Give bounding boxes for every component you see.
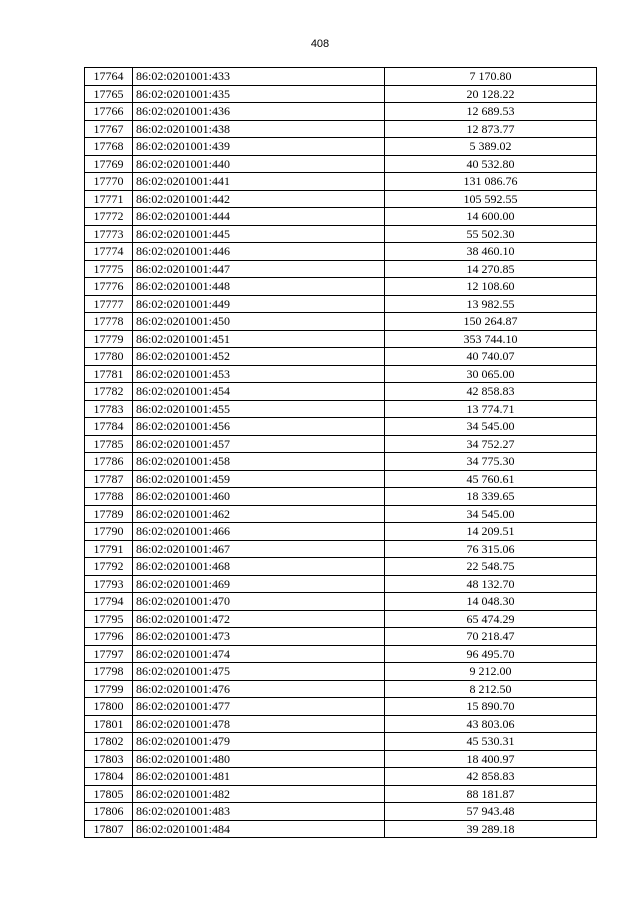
cadastral-number: 86:02:0201001:440	[133, 155, 385, 173]
table-row	[85, 488, 597, 506]
row-number: 17801	[85, 715, 133, 733]
cadastral-value: 40 532.80	[385, 155, 597, 173]
table-row	[85, 435, 597, 453]
table-row	[85, 470, 597, 488]
cadastral-number: 86:02:0201001:475	[133, 663, 385, 681]
table-row	[85, 768, 597, 786]
cadastral-value: 14 270.85	[385, 260, 597, 278]
table-row	[85, 575, 597, 593]
cadastral-number: 86:02:0201001:436	[133, 103, 385, 121]
table-row	[85, 313, 597, 331]
cadastral-number: 86:02:0201001:481	[133, 768, 385, 786]
table-row	[85, 365, 597, 383]
row-number: 17798	[85, 663, 133, 681]
cadastral-value: 14 600.00	[385, 208, 597, 226]
cadastral-number: 86:02:0201001:476	[133, 680, 385, 698]
cadastral-value: 65 474.29	[385, 610, 597, 628]
table-row	[85, 243, 597, 261]
cadastral-number: 86:02:0201001:439	[133, 138, 385, 156]
cadastral-value: 40 740.07	[385, 348, 597, 366]
cadastral-value: 131 086.76	[385, 173, 597, 191]
cadastral-number: 86:02:0201001:460	[133, 488, 385, 506]
row-number: 17771	[85, 190, 133, 208]
row-number: 17770	[85, 173, 133, 191]
cadastral-value: 150 264.87	[385, 313, 597, 331]
row-number: 17775	[85, 260, 133, 278]
cadastral-value: 88 181.87	[385, 785, 597, 803]
table-row	[85, 803, 597, 821]
cadastral-value: 45 530.31	[385, 733, 597, 751]
row-number: 17791	[85, 540, 133, 558]
cadastral-number: 86:02:0201001:472	[133, 610, 385, 628]
cadastral-number: 86:02:0201001:466	[133, 523, 385, 541]
cadastral-value: 14 209.51	[385, 523, 597, 541]
cadastral-value: 48 132.70	[385, 575, 597, 593]
cadastral-value: 8 212.50	[385, 680, 597, 698]
table-row	[85, 155, 597, 173]
cadastral-value-table	[84, 67, 597, 838]
cadastral-value: 42 858.83	[385, 383, 597, 401]
cadastral-number: 86:02:0201001:441	[133, 173, 385, 191]
row-number: 17765	[85, 85, 133, 103]
cadastral-value: 18 400.97	[385, 750, 597, 768]
cadastral-value: 34 775.30	[385, 453, 597, 471]
cadastral-number: 86:02:0201001:451	[133, 330, 385, 348]
row-number: 17784	[85, 418, 133, 436]
table-row	[85, 278, 597, 296]
cadastral-value: 12 689.53	[385, 103, 597, 121]
cadastral-value: 105 592.55	[385, 190, 597, 208]
cadastral-number: 86:02:0201001:447	[133, 260, 385, 278]
table-row	[85, 523, 597, 541]
row-number: 17792	[85, 558, 133, 576]
table-row	[85, 540, 597, 558]
cadastral-number: 86:02:0201001:482	[133, 785, 385, 803]
cadastral-number: 86:02:0201001:456	[133, 418, 385, 436]
table-row	[85, 85, 597, 103]
table-row	[85, 330, 597, 348]
cadastral-number: 86:02:0201001:483	[133, 803, 385, 821]
cadastral-number: 86:02:0201001:462	[133, 505, 385, 523]
table-row	[85, 628, 597, 646]
row-number: 17769	[85, 155, 133, 173]
cadastral-value: 30 065.00	[385, 365, 597, 383]
row-number: 17805	[85, 785, 133, 803]
table-row	[85, 680, 597, 698]
row-number: 17781	[85, 365, 133, 383]
cadastral-value: 20 128.22	[385, 85, 597, 103]
table-row	[85, 698, 597, 716]
row-number: 17788	[85, 488, 133, 506]
cadastral-value: 18 339.65	[385, 488, 597, 506]
cadastral-value: 12 108.60	[385, 278, 597, 296]
cadastral-number: 86:02:0201001:473	[133, 628, 385, 646]
row-number: 17806	[85, 803, 133, 821]
cadastral-number: 86:02:0201001:438	[133, 120, 385, 138]
cadastral-number: 86:02:0201001:445	[133, 225, 385, 243]
row-number: 17776	[85, 278, 133, 296]
row-number: 17767	[85, 120, 133, 138]
row-number: 17778	[85, 313, 133, 331]
table-row	[85, 400, 597, 418]
cadastral-value: 55 502.30	[385, 225, 597, 243]
cadastral-value: 34 545.00	[385, 505, 597, 523]
table-row	[85, 418, 597, 436]
table-row	[85, 645, 597, 663]
cadastral-value: 9 212.00	[385, 663, 597, 681]
row-number: 17807	[85, 820, 133, 838]
table-row	[85, 190, 597, 208]
table-row	[85, 453, 597, 471]
table-row	[85, 750, 597, 768]
row-number: 17780	[85, 348, 133, 366]
cadastral-value: 14 048.30	[385, 593, 597, 611]
row-number: 17802	[85, 733, 133, 751]
row-number: 17804	[85, 768, 133, 786]
table-row	[85, 383, 597, 401]
page-number: 408	[310, 38, 330, 50]
row-number: 17772	[85, 208, 133, 226]
cadastral-number: 86:02:0201001:452	[133, 348, 385, 366]
table-row	[85, 103, 597, 121]
cadastral-number: 86:02:0201001:478	[133, 715, 385, 733]
row-number: 17773	[85, 225, 133, 243]
table-row	[85, 610, 597, 628]
cadastral-value: 5 389.02	[385, 138, 597, 156]
cadastral-value: 43 803.06	[385, 715, 597, 733]
cadastral-value: 57 943.48	[385, 803, 597, 821]
cadastral-value: 13 982.55	[385, 295, 597, 313]
row-number: 17803	[85, 750, 133, 768]
row-number: 17782	[85, 383, 133, 401]
row-number: 17799	[85, 680, 133, 698]
table-row	[85, 785, 597, 803]
row-number: 17793	[85, 575, 133, 593]
cadastral-value: 12 873.77	[385, 120, 597, 138]
cadastral-value: 76 315.06	[385, 540, 597, 558]
table-row	[85, 663, 597, 681]
cadastral-value: 96 495.70	[385, 645, 597, 663]
cadastral-value: 7 170.80	[385, 68, 597, 86]
cadastral-number: 86:02:0201001:474	[133, 645, 385, 663]
cadastral-value: 13 774.71	[385, 400, 597, 418]
cadastral-value: 34 752.27	[385, 435, 597, 453]
cadastral-value: 42 858.83	[385, 768, 597, 786]
cadastral-number: 86:02:0201001:453	[133, 365, 385, 383]
row-number: 17777	[85, 295, 133, 313]
cadastral-number: 86:02:0201001:435	[133, 85, 385, 103]
table-row	[85, 558, 597, 576]
table-row	[85, 120, 597, 138]
cadastral-number: 86:02:0201001:448	[133, 278, 385, 296]
row-number: 17779	[85, 330, 133, 348]
row-number: 17796	[85, 628, 133, 646]
cadastral-value: 22 548.75	[385, 558, 597, 576]
cadastral-number: 86:02:0201001:449	[133, 295, 385, 313]
cadastral-number: 86:02:0201001:444	[133, 208, 385, 226]
table-row	[85, 295, 597, 313]
cadastral-number: 86:02:0201001:467	[133, 540, 385, 558]
table-row	[85, 68, 597, 86]
cadastral-value: 15 890.70	[385, 698, 597, 716]
cadastral-value: 353 744.10	[385, 330, 597, 348]
cadastral-value: 38 460.10	[385, 243, 597, 261]
row-number: 17797	[85, 645, 133, 663]
cadastral-number: 86:02:0201001:446	[133, 243, 385, 261]
row-number: 17764	[85, 68, 133, 86]
cadastral-number: 86:02:0201001:457	[133, 435, 385, 453]
row-number: 17787	[85, 470, 133, 488]
table-row	[85, 260, 597, 278]
row-number: 17789	[85, 505, 133, 523]
cadastral-number: 86:02:0201001:479	[133, 733, 385, 751]
table-row	[85, 138, 597, 156]
cadastral-number: 86:02:0201001:458	[133, 453, 385, 471]
row-number: 17794	[85, 593, 133, 611]
table-row	[85, 348, 597, 366]
cadastral-number: 86:02:0201001:454	[133, 383, 385, 401]
table-row	[85, 820, 597, 838]
row-number: 17786	[85, 453, 133, 471]
cadastral-number: 86:02:0201001:469	[133, 575, 385, 593]
row-number: 17774	[85, 243, 133, 261]
row-number: 17768	[85, 138, 133, 156]
cadastral-number: 86:02:0201001:459	[133, 470, 385, 488]
table-row	[85, 593, 597, 611]
table-row	[85, 505, 597, 523]
cadastral-number: 86:02:0201001:480	[133, 750, 385, 768]
cadastral-number: 86:02:0201001:477	[133, 698, 385, 716]
table-row	[85, 208, 597, 226]
table-body	[85, 68, 597, 838]
row-number: 17790	[85, 523, 133, 541]
cadastral-number: 86:02:0201001:433	[133, 68, 385, 86]
table-row	[85, 733, 597, 751]
cadastral-number: 86:02:0201001:468	[133, 558, 385, 576]
table-row	[85, 225, 597, 243]
row-number: 17800	[85, 698, 133, 716]
cadastral-number: 86:02:0201001:455	[133, 400, 385, 418]
cadastral-number: 86:02:0201001:484	[133, 820, 385, 838]
cadastral-number: 86:02:0201001:442	[133, 190, 385, 208]
cadastral-value: 70 218.47	[385, 628, 597, 646]
row-number: 17785	[85, 435, 133, 453]
cadastral-number: 86:02:0201001:450	[133, 313, 385, 331]
table-row	[85, 173, 597, 191]
cadastral-value: 39 289.18	[385, 820, 597, 838]
row-number: 17783	[85, 400, 133, 418]
cadastral-number: 86:02:0201001:470	[133, 593, 385, 611]
cadastral-value: 34 545.00	[385, 418, 597, 436]
row-number: 17766	[85, 103, 133, 121]
cadastral-value: 45 760.61	[385, 470, 597, 488]
row-number: 17795	[85, 610, 133, 628]
table-row	[85, 715, 597, 733]
